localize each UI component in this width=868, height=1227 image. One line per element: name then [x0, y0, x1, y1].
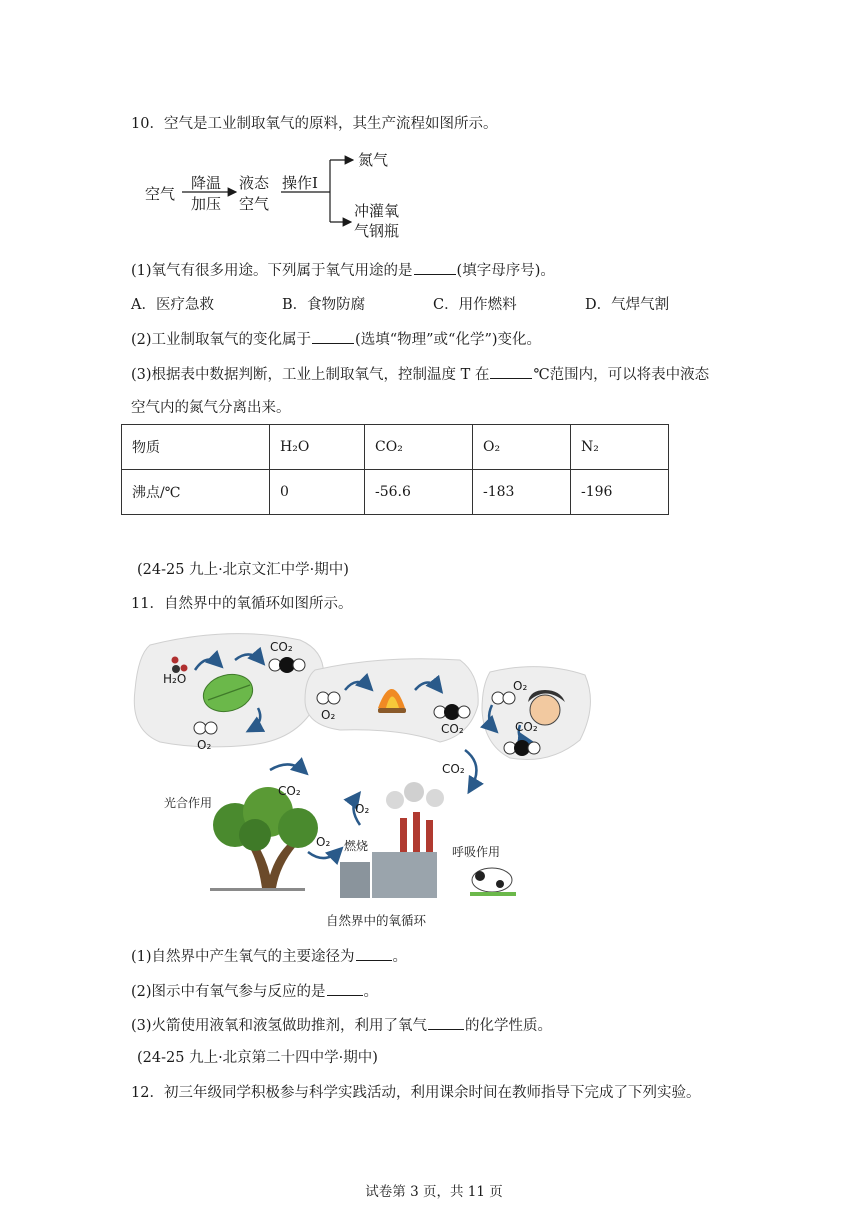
q10-part3: [131, 364, 709, 385]
q11-part3-text-a: (3)火箭使用液氧和液氢做助推剂，利用了氧气: [131, 1018, 428, 1034]
label-co2: CO₂: [515, 720, 538, 734]
q10-part3-text-a: (3)根据表中数据判断，工业上制取氧气，控制温度 T 在: [131, 367, 490, 383]
table-cell: H₂O: [270, 425, 365, 470]
option-d: D．气焊气割: [585, 297, 670, 313]
q11-part1-text-b: 。: [392, 949, 408, 965]
q11-part1-text-a: (1)自然界中产生氧气的主要途径为: [131, 949, 355, 965]
table-row: [122, 470, 669, 515]
label-o2: O₂: [197, 738, 212, 752]
figure-caption: 自然界中的氧循环: [326, 913, 427, 928]
source-q12: (24-25 九上·北京第二十四中学·期中): [137, 1050, 378, 1066]
q10-part2-text-b: (选填“物理”或“化学”)变化。: [355, 332, 542, 348]
oxygen-cycle-illustration: [0, 630, 868, 930]
answer-blank[interactable]: [428, 1015, 464, 1030]
table-cell: O₂: [473, 425, 571, 470]
label-o2: O₂: [316, 835, 331, 849]
option-c: C．用作燃料: [433, 297, 517, 313]
label-co2: CO₂: [278, 784, 301, 798]
q11-part2-text-b: 。: [363, 984, 379, 1000]
table-cell: 沸点/℃: [122, 470, 270, 515]
q12-title: 12．初三年级同学积极参与科学实践活动，利用课余时间在教师指导下完成了下列实验。: [131, 1085, 701, 1101]
table-row: [122, 425, 669, 470]
page-footer: 试卷第 3 页，共 11 页: [365, 1184, 503, 1200]
source-q11: (24-25 九上·北京文汇中学·期中): [137, 562, 349, 578]
q11-part3-text-b: 的化学性质。: [465, 1018, 553, 1034]
q10-part1: [131, 260, 555, 281]
flow-operation: 操作Ⅰ: [282, 174, 318, 192]
table-cell: 物质: [122, 425, 270, 470]
flow-out-bottom-2: 气钢瓶: [354, 222, 400, 240]
label-co2: CO₂: [442, 762, 465, 776]
q11-part2-text-a: (2)图示中有氧气参与反应的是: [131, 984, 326, 1000]
q10-part1-text-b: (填字母序号)。: [456, 263, 555, 279]
label-o2: O₂: [321, 708, 336, 722]
q10-part3-continued: 空气内的氮气分离出来。: [131, 400, 291, 416]
q11-part3: [131, 1015, 552, 1036]
flow-liquid-top: 液态: [239, 174, 270, 192]
q11-part1: [131, 946, 407, 967]
q11-title: 11．自然界中的氧循环如图所示。: [131, 596, 353, 612]
flow-out-bottom-1: 冲灌氧: [354, 202, 400, 220]
q10-part1-text-a: (1)氧气有很多用途。下列属于氧气用途的是: [131, 263, 413, 279]
flow-liquid-bottom: 空气: [239, 195, 270, 213]
flow-step1-bottom: 加压: [191, 195, 222, 213]
answer-blank[interactable]: [312, 329, 354, 344]
boiling-point-table: [121, 424, 669, 515]
option-b: B．食物防腐: [282, 297, 366, 313]
table-cell: -196: [571, 470, 669, 515]
table-cell: 0: [270, 470, 365, 515]
q10-part2-text-a: (2)工业制取氧气的变化属于: [131, 332, 312, 348]
q10-part3-text-b: ℃范围内，可以将表中液态: [533, 367, 710, 383]
table-cell: CO₂: [365, 425, 473, 470]
label-o2: O₂: [355, 802, 370, 816]
option-a: A．医疗急救: [131, 297, 214, 313]
answer-blank[interactable]: [490, 364, 532, 379]
q10-title: 10．空气是工业制取氧气的原料，其生产流程如图所示。: [131, 116, 498, 132]
label-h2o: H₂O: [163, 672, 187, 686]
answer-blank[interactable]: [327, 981, 363, 996]
table-cell: N₂: [571, 425, 669, 470]
oxygen-cycle-figure: [0, 630, 868, 930]
label-o2: O₂: [513, 679, 528, 693]
flow-arrows: [0, 0, 868, 250]
flow-step1-top: 降温: [191, 174, 222, 192]
label-photosynthesis: 光合作用: [164, 796, 213, 810]
answer-blank[interactable]: [414, 260, 456, 275]
q10-flow-diagram: [0, 0, 868, 250]
answer-blank[interactable]: [356, 946, 392, 961]
table-cell: -56.6: [365, 470, 473, 515]
label-combustion: 燃烧: [344, 839, 369, 853]
label-co2: CO₂: [441, 722, 464, 736]
table-cell: -183: [473, 470, 571, 515]
q10-part2: [131, 329, 541, 350]
q11-part2: [131, 981, 378, 1002]
flow-out-top: 氮气: [358, 151, 389, 169]
label-respiration: 呼吸作用: [452, 845, 501, 859]
flow-air: 空气: [145, 185, 176, 203]
label-co2: CO₂: [270, 640, 293, 654]
